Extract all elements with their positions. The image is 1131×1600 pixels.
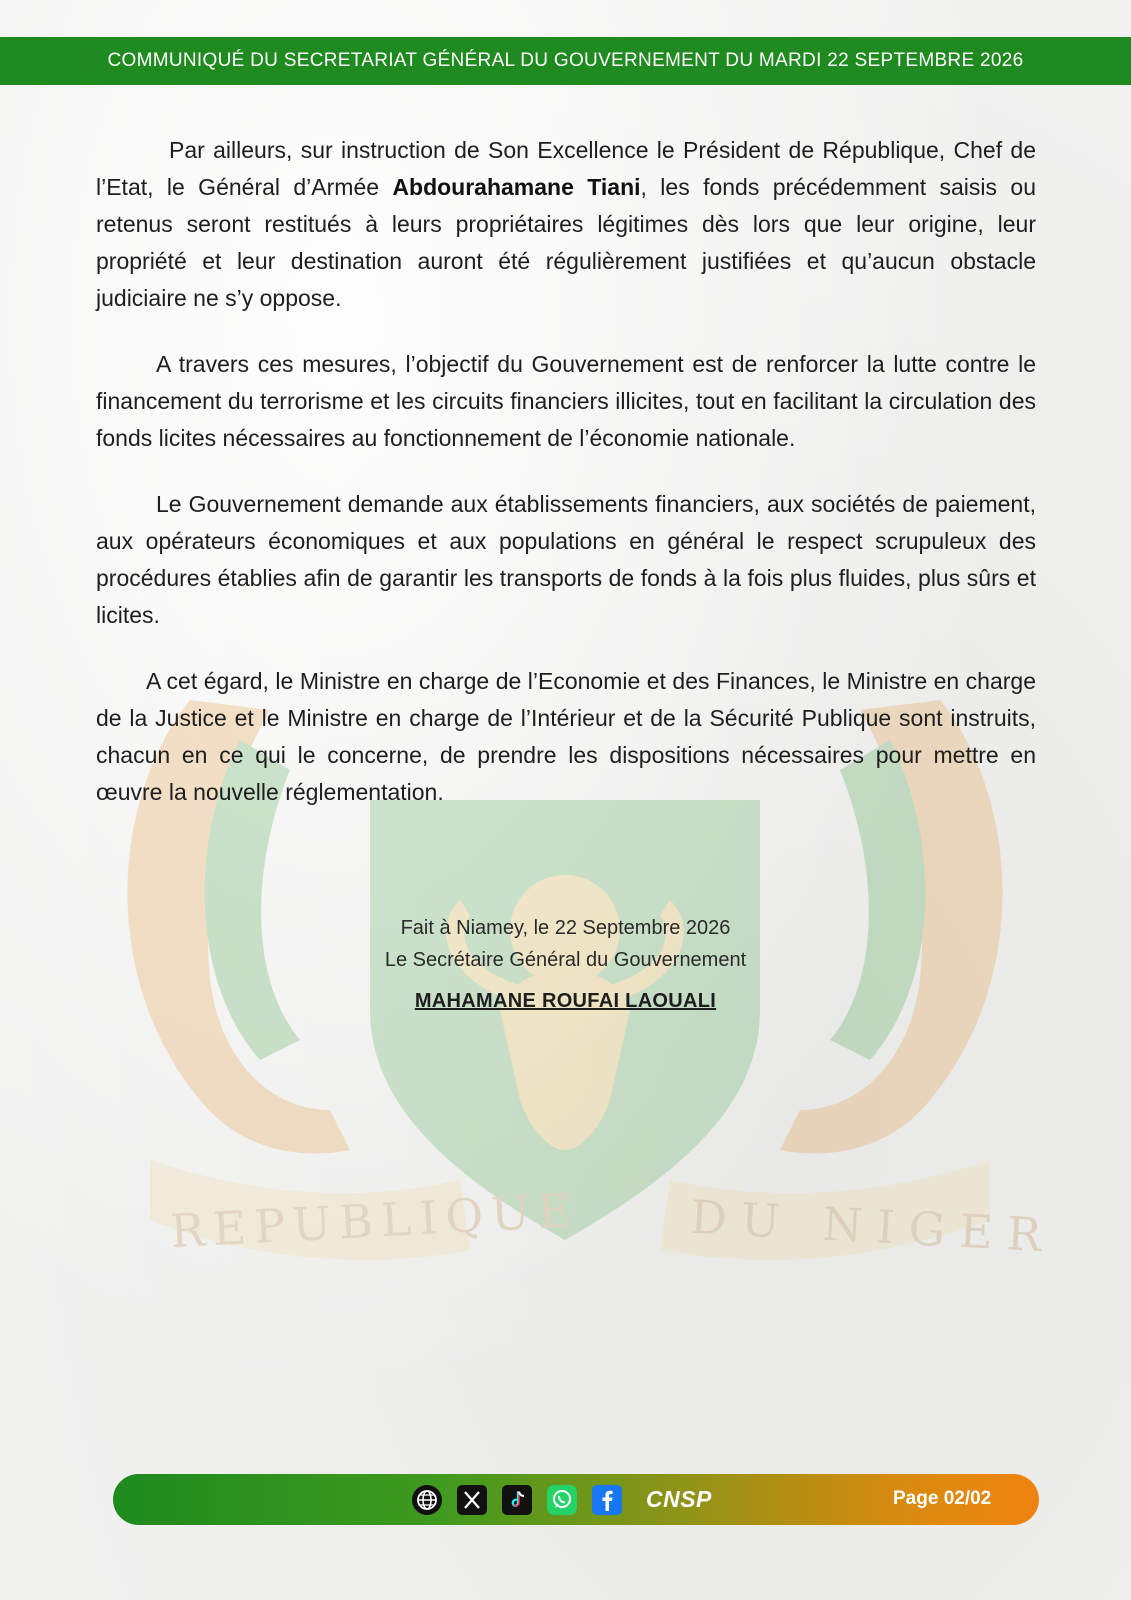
paragraph-2: A travers ces mesures, l’objectif du Gouvernement est de renforcer la lutte contre le financement du terrorisme et les circuits financiers illicites, tout en facilitant la circulation des fonds licites nécessaires au fonctionnement de l’économie nationale.	[96, 351, 1036, 451]
x-icon[interactable]	[455, 1483, 488, 1516]
paragraph-1-start: Par ailleurs, sur instruction de Son Excellence le Président de République, Chef de l’Etat, le Général d’Armée	[96, 137, 1036, 200]
paragraph-4: A cet égard, le Ministre en charge de l’Economie et des Finances, le Ministre en charge de la Justice et le Ministre en charge de l’Intérieur et de la Sécurité Publique sont instruits, chacun en ce qui le concerne, de prendre les dispositions nécessaires pour mettre en œuvre la nouvelle réglementation.	[96, 668, 1036, 805]
paragraph-3: Le Gouvernement demande aux établissements financiers, aux sociétés de paiement, aux opérateurs économiques et aux populations en général le respect scrupuleux des procédures établies afin de garantir les transports de fonds à la fois plus fluides, plus sûrs et licites.	[96, 491, 1036, 628]
signatory-name: MAHAMANE ROUFAI LAOUALI	[414, 990, 717, 1012]
place-and-date: Fait à Niamey, le 22 Septembre 2026	[400, 917, 731, 939]
whatsapp-icon[interactable]	[545, 1483, 578, 1516]
signature-block	[0, 912, 1131, 1013]
header-band	[0, 37, 1131, 85]
president-name: Abdourahamane Tiani	[392, 174, 641, 200]
globe-icon[interactable]	[410, 1483, 443, 1516]
watermark-left-text: REPUBLIQUE	[168, 1182, 581, 1259]
social-icons	[410, 1483, 623, 1516]
header-title: COMMUNIQUÉ DU SECRETARIAT GÉNÉRAL DU GOUVERNEMENT DU MARDI 22 SEPTEMBRE 2026	[107, 50, 1024, 71]
tiktok-icon[interactable]	[500, 1483, 533, 1516]
paragraph-1-end: , les fonds précédemment saisis ou retenus seront restitués à leurs propriétaires légitimes dès lors que leur origine, leur propriété et leur destination auront été régulièrement justifiées et qu’aucun obstacle judiciaire ne s’y oppose.	[96, 174, 1036, 311]
cnsp-brand: CNSP	[646, 1486, 712, 1512]
watermark-right-text: DU NIGER	[688, 1189, 1057, 1263]
signatory-role: Le Secrétaire Général du Gouvernement	[384, 949, 747, 971]
paragraph-1	[96, 132, 1036, 317]
communique-body	[96, 132, 1036, 840]
footer-bar	[113, 1474, 1039, 1525]
facebook-icon[interactable]	[590, 1483, 623, 1516]
page-number: Page 02/02	[893, 1488, 992, 1509]
